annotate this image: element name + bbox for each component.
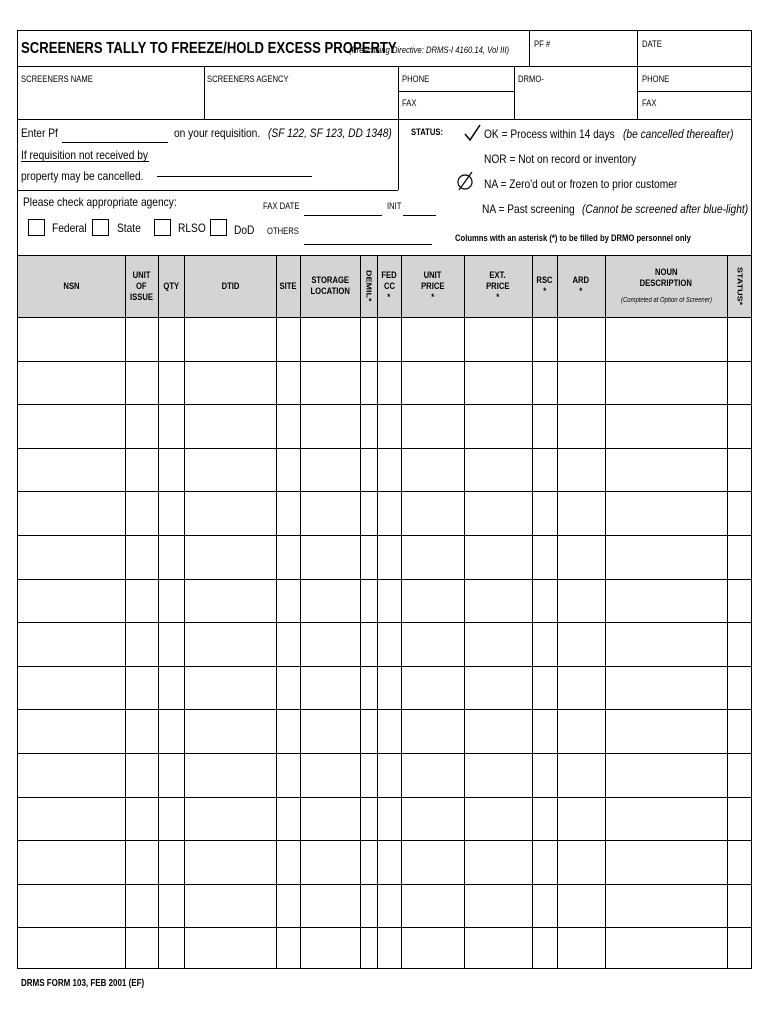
col-noun-description: NOUN DESCRIPTION (Completed at Option of Screener) (620, 266, 712, 304)
col-rsc: RSC * (536, 275, 553, 296)
col-ard: ARD * (572, 275, 590, 296)
rlso-checkbox[interactable] (154, 219, 171, 236)
table-row[interactable] (18, 753, 751, 754)
state-checkbox[interactable] (92, 219, 109, 236)
column-divider (464, 255, 465, 968)
column-divider (532, 255, 533, 968)
others-blank[interactable] (304, 244, 432, 245)
dod-label: DoD (234, 223, 255, 237)
column-divider (125, 255, 126, 968)
enter-pf-text: Enter Pf (21, 126, 58, 140)
on-requisition-text: on your requisition. (174, 126, 261, 140)
drmo-label: DRMO- (518, 74, 544, 84)
pf-number-label: PF # (534, 39, 551, 49)
status-na-zeroed-text: NA = Zero'd out or frozen to prior customer (484, 177, 678, 191)
phone-label: PHONE (402, 74, 430, 84)
form-id: DRMS FORM 103, FEB 2001 (EF) (21, 978, 145, 989)
screeners-name-label: SCREENERS NAME (21, 74, 93, 84)
col-demil: DEMIL* (364, 270, 374, 302)
table-row[interactable] (18, 491, 751, 492)
table-row[interactable] (18, 709, 751, 710)
check-agency-text: Please check appropriate agency: (23, 195, 177, 209)
asterisk-note: Columns with an asterisk (*) to be filled by DRMO personnel only (455, 233, 691, 243)
table-row[interactable] (18, 535, 751, 536)
table-row[interactable] (18, 927, 751, 928)
checkmark-icon (463, 123, 483, 143)
status-nor-text: NOR = Not on record or inventory (484, 152, 637, 166)
fax-date-label: FAX DATE (263, 201, 300, 211)
column-divider (401, 255, 402, 968)
federal-checkbox[interactable] (28, 219, 45, 236)
col-nsn: NSN (63, 280, 80, 291)
status-ok-note: (be cancelled thereafter) (623, 127, 734, 141)
zero-slash-icon (455, 170, 475, 192)
dod-checkbox[interactable] (210, 219, 227, 236)
col-storage-location: STORAGE LOCATION (310, 275, 350, 296)
col-unit-price: UNIT PRICE * (420, 269, 445, 302)
table-row[interactable] (18, 840, 751, 841)
table-row[interactable] (18, 797, 751, 798)
column-divider (727, 255, 728, 968)
column-divider (360, 255, 361, 968)
rlso-label: RLSO (178, 221, 206, 235)
others-label: OTHERS (267, 226, 299, 236)
status-na-past-text: NA = Past screening (482, 202, 575, 216)
not-received-text: If requisition not received by (21, 148, 149, 162)
col-unit-of-issue: UNIT OF ISSUE (130, 269, 153, 302)
table-row[interactable] (18, 448, 751, 449)
table-row[interactable] (18, 579, 751, 580)
column-divider (276, 255, 277, 968)
col-qty: QTY (163, 280, 179, 291)
state-label: State (117, 221, 141, 235)
col-fed-cc: FED CC * (381, 269, 397, 302)
table-row[interactable] (18, 884, 751, 885)
table-row[interactable] (18, 666, 751, 667)
fax-date-blank[interactable] (304, 215, 382, 216)
init-blank[interactable] (403, 215, 436, 216)
column-divider (605, 255, 606, 968)
may-be-cancelled-text: property may be cancelled. (21, 169, 144, 183)
column-divider (377, 255, 378, 968)
column-divider (158, 255, 159, 968)
column-divider (184, 255, 185, 968)
col-ext-price: EXT. PRICE * (486, 269, 510, 302)
table-row[interactable] (18, 404, 751, 405)
status-ok-text: OK = Process within 14 days (484, 127, 615, 141)
column-divider (300, 255, 301, 968)
form-title: SCREENERS TALLY TO FREEZE/HOLD EXCESS PROPERTY (21, 40, 397, 57)
col-dtid: DTID (221, 280, 239, 291)
date-label: DATE (642, 39, 662, 49)
table-row[interactable] (18, 361, 751, 362)
fax-label-2: FAX (642, 98, 657, 108)
phone-label-2: PHONE (642, 74, 670, 84)
status-label: STATUS: (411, 127, 444, 137)
table-row[interactable] (18, 622, 751, 623)
init-label: INIT (387, 201, 402, 211)
col-status: STATUS* (735, 266, 744, 306)
fax-label: FAX (402, 98, 417, 108)
status-na-past-note: (Cannot be screened after blue-light) (582, 202, 749, 216)
screeners-agency-label: SCREENERS AGENCY (207, 74, 289, 84)
pf-blank[interactable] (62, 142, 168, 143)
column-divider (557, 255, 558, 968)
tally-form (17, 30, 752, 969)
sf-forms-text: (SF 122, SF 123, DD 1348) (268, 126, 392, 140)
col-site: SITE (279, 280, 297, 291)
cancel-date-blank[interactable] (157, 176, 312, 177)
federal-label: Federal (52, 221, 87, 235)
prescribing-directive: (Prescribing Directive: DRMS-I 4160.14, Vol III) (349, 45, 509, 55)
